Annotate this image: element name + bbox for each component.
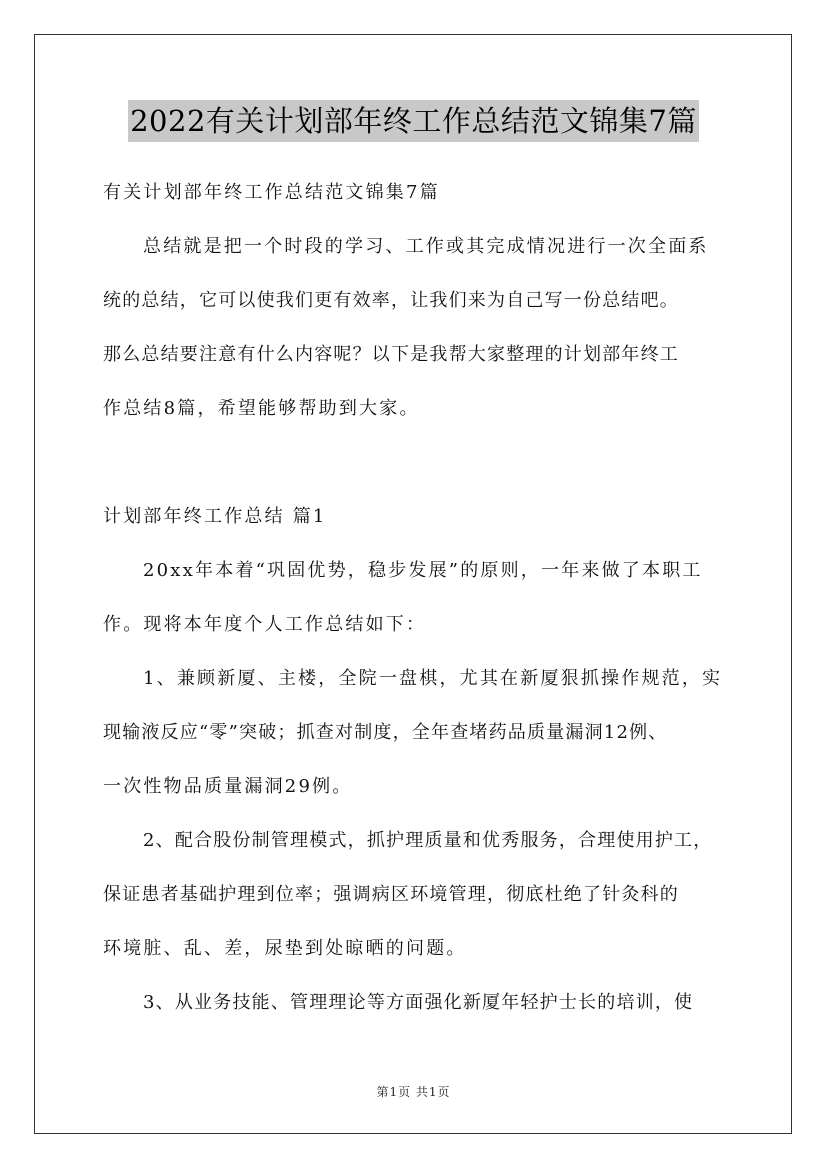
text-line: 一次性物品质量漏洞29例。 <box>103 776 353 797</box>
page-footer: 第1页 共1页 <box>376 1085 451 1099</box>
text-line: 作。现将本年度个人工作总结如下： <box>103 614 427 635</box>
document-title: 2022有关计划部年终工作总结范文锦集7篇 <box>128 100 699 142</box>
text-line: 那么总结要注意有什么内容呢？以下是我帮大家整理的计划部年终工 <box>103 344 679 365</box>
subtitle-line: 有关计划部年终工作总结范文锦集7篇 <box>103 182 440 203</box>
document-body <box>103 172 743 1036</box>
section-heading: 计划部年终工作总结 篇1 <box>103 506 327 527</box>
text-line: 3、从业务技能、管理理论等方面强化新厦年轻护士长的培训，使 <box>143 992 694 1013</box>
text-line: 保证患者基础护理到位率；强调病区环境管理，彻底杜绝了针灸科的 <box>103 884 679 905</box>
text-line: 总结就是把一个时段的学习、工作或其完成情况进行一次全面系 <box>143 236 709 257</box>
text-line: 统的总结，它可以使我们更有效率，让我们来为自己写一份总结吧。 <box>103 290 679 311</box>
text-line: 2、配合股份制管理模式，抓护理质量和优秀服务，合理使用护工， <box>143 830 713 851</box>
text-line: 环境脏、乱、差，尿垫到处晾晒的问题。 <box>103 938 467 959</box>
title-wrap <box>0 100 827 142</box>
text-line: 1、兼顾新厦、主楼，全院一盘棋，尤其在新厦狠抓操作规范，实 <box>143 668 723 689</box>
text-line: 20xx年本着“巩固优势，稳步发展”的原则，一年来做了本职工 <box>143 560 703 581</box>
text-line: 现输液反应“零”突破；抓查对制度，全年查堵药品质量漏洞12例、 <box>103 722 668 743</box>
text-line: 作总结8篇，希望能够帮助到大家。 <box>103 398 420 419</box>
paragraph-gap <box>103 442 743 496</box>
